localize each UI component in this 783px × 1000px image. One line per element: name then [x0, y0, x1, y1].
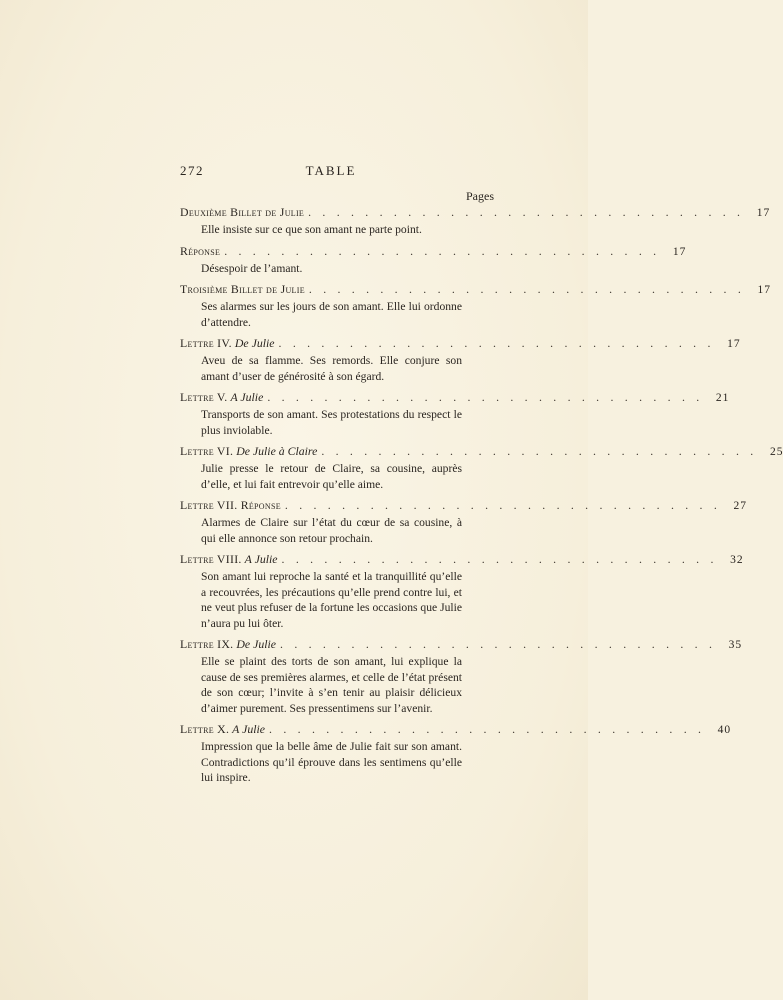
leader-dots: . . . . . . . . . . . . . . . . . . . . . . . . . . . . . . . [267, 390, 704, 404]
leader-dots: . . . . . . . . . . . . . . . . . . . . . . . . . . . . . . . [321, 444, 758, 458]
toc-entry-title: Lettre IV. [180, 336, 232, 350]
toc-entry-title-line [180, 205, 304, 220]
toc-entry [180, 282, 771, 330]
page-header [180, 163, 482, 183]
toc-entry-page: 25 [769, 446, 783, 458]
toc-entry-subtitle: A Julie [244, 552, 278, 566]
toc-entry-page: 17 [727, 338, 741, 350]
toc-entry [180, 637, 743, 716]
toc-entry-title-line [180, 552, 278, 567]
toc-entry-description: Elle se plaint des torts de son amant, lui explique la cause de ses premières alarmes, et celle de l’état présent de son cœur; l’invite à s’en tenir au plaisir délicieux d’aimer purement. Ses pressentimens sur l’avenir. [201, 655, 462, 715]
toc-entry-title: Lettre VII. Réponse [180, 498, 281, 512]
leader-dots: . . . . . . . . . . . . . . . . . . . . . . . . . . . . . . . [224, 243, 661, 258]
toc-entry-page: 32 [730, 554, 744, 566]
toc-entry-subtitle: De Julie à Claire [236, 444, 318, 458]
toc-entry-title-row [180, 390, 730, 407]
toc-entry-description: Ses alarmes sur les jours de son amant. Elle lui ordonne d’attendre. [201, 300, 462, 329]
toc-entry-title-line [180, 722, 265, 737]
toc-entry-description: Julie presse le retour de Claire, sa cousine, auprès d’elle, et lui fait entrevoir qu’elle aime. [201, 462, 462, 491]
toc-entry-title-row [180, 722, 732, 739]
leader-dots: . . . . . . . . . . . . . . . . . . . . . . . . . . . . . . . [269, 722, 706, 736]
toc-entry-title-row [180, 205, 771, 222]
toc-entry-description: Son amant lui reproche la santé et la tranquillité qu’elle a recouvrées, les précautions qu’elle prend contre lui, et ne veut plus refuser de la fortune les occasions que Julie n’aura pu lui ôter. [201, 570, 462, 630]
toc-entry-page: 17 [756, 207, 771, 219]
toc-entry-title-line [180, 444, 317, 459]
page-number: 272 [180, 163, 204, 178]
toc-entry-title-line [180, 390, 263, 405]
toc-entry-page: 17 [672, 245, 687, 258]
toc-entry [180, 722, 732, 786]
toc-entry [180, 243, 687, 277]
toc-entry-description: Alarmes de Claire sur l’état du cœur de sa cousine, à qui elle annonce son retour prochain. [201, 516, 462, 545]
toc-entry-description: Aveu de sa flamme. Ses remords. Elle conjure son amant d’user de générosité à son égard. [201, 354, 462, 383]
toc-entry-title-line [180, 244, 220, 259]
toc-entry-page: 21 [715, 392, 730, 404]
toc-entry-subtitle: De Julie [236, 637, 277, 651]
toc-entry [180, 552, 744, 631]
toc-entry-title: Lettre IX. [180, 637, 234, 651]
toc-entry-title: Troisième Billet de Julie [180, 282, 305, 296]
table-of-contents [180, 205, 783, 792]
toc-entry-title-row [180, 637, 743, 654]
toc-entry-title: Lettre V. [180, 390, 228, 404]
toc-entry-description: Impression que la belle âme de Julie fait sur son amant. Contradictions qu’il éprouve dans les sentimens qu’elle lui inspire. [201, 740, 462, 784]
toc-entry-subtitle: A Julie [232, 722, 266, 736]
toc-entry-title-row [180, 282, 771, 299]
toc-entry [180, 390, 730, 438]
toc-entry-title: Lettre VIII. [180, 552, 242, 566]
toc-entry-page: 40 [717, 724, 732, 736]
toc-entry-description: Désespoir de l’amant. [201, 261, 303, 275]
leader-dots: . . . . . . . . . . . . . . . . . . . . . . . . . . . . . . . [308, 205, 745, 219]
toc-entry [180, 444, 783, 492]
toc-entry-title: Lettre X. [180, 722, 230, 736]
leader-dots: . . . . . . . . . . . . . . . . . . . . . . . . . . . . . . . [278, 336, 715, 350]
toc-entry-title-line [180, 336, 275, 351]
leader-dots: . . . . . . . . . . . . . . . . . . . . . . . . . . . . . . . [284, 498, 722, 512]
toc-entry [180, 205, 771, 238]
toc-entry-page: 17 [757, 284, 771, 296]
toc-entry-title: Réponse [180, 243, 221, 258]
toc-entry-description: Transports de son amant. Ses protestations du respect le plus inviolable. [201, 408, 462, 437]
pages-column-label: Pages [466, 189, 494, 203]
toc-entry-title-line [180, 498, 281, 513]
toc-entry-page: 35 [728, 639, 743, 651]
toc-entry-title-row [180, 336, 741, 353]
toc-entry-title: Lettre VI. [180, 444, 234, 458]
toc-entry-title-line [180, 637, 276, 652]
toc-entry-description: Elle insiste sur ce que son amant ne parte point. [201, 223, 422, 236]
toc-entry-title-row [180, 444, 783, 461]
toc-entry-title: Deuxième Billet de Julie [180, 205, 305, 219]
toc-entry-title-row [180, 498, 748, 515]
toc-entry-title-row [180, 243, 687, 261]
toc-entry-subtitle: De Julie [234, 336, 275, 350]
toc-entry [180, 498, 748, 546]
toc-entry-page: 27 [733, 500, 748, 512]
toc-entry-title-row [180, 552, 744, 569]
running-head: TABLE [305, 163, 357, 178]
toc-entry [180, 336, 741, 384]
leader-dots: . . . . . . . . . . . . . . . . . . . . . . . . . . . . . . . [280, 637, 717, 651]
toc-entry-title-line [180, 282, 305, 297]
toc-entry-subtitle: A Julie [230, 390, 264, 404]
leader-dots: . . . . . . . . . . . . . . . . . . . . . . . . . . . . . . . [281, 552, 718, 566]
leader-dots: . . . . . . . . . . . . . . . . . . . . . . . . . . . . . . . [308, 282, 745, 296]
